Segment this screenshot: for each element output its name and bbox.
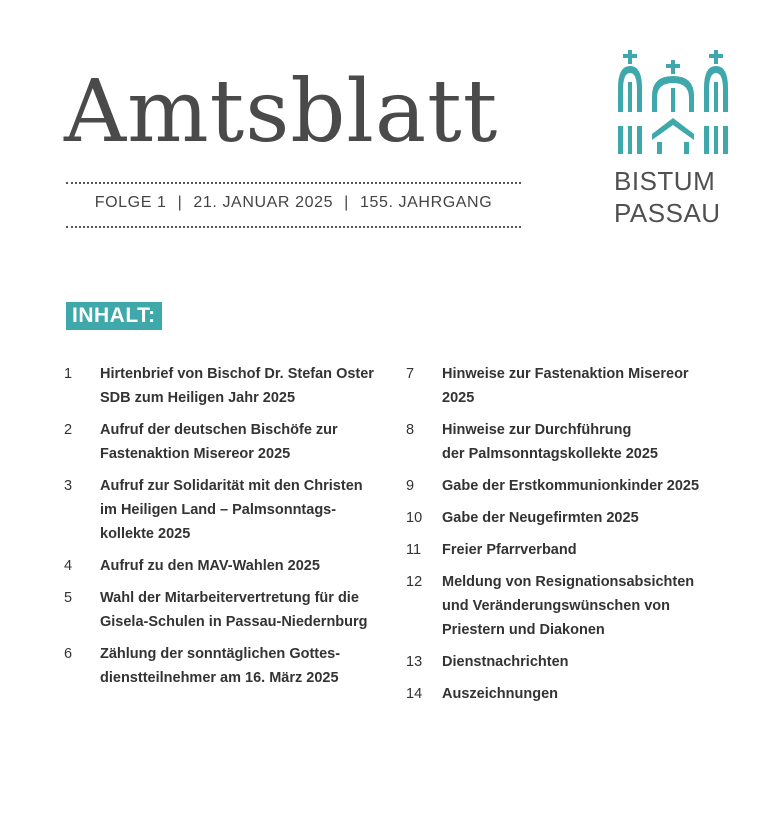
contents-item xyxy=(64,642,394,690)
contents-item-number: 4 xyxy=(64,558,73,574)
contents-item-number: 8 xyxy=(406,422,415,438)
contents-item-title: Freier Pfarrverband xyxy=(442,542,577,558)
contents-item-title: Zählung der sonntäglichen Gottes- dienstteilnehmer am 16. März 2025 xyxy=(100,646,341,686)
contents-item xyxy=(406,474,726,498)
logo-text-passau: PASSAU xyxy=(614,198,721,228)
contents-item-number: 10 xyxy=(406,510,423,526)
contents-item-title: Hirtenbrief von Bischof Dr. Stefan Oster SDB zum Heiligen Jahr 2025 xyxy=(100,366,374,406)
contents-heading: INHALT: xyxy=(66,302,162,330)
contents-item xyxy=(64,418,394,466)
dotted-divider-top xyxy=(66,182,521,184)
contents-item-title: Hinweise zur Durchführung der Palmsonntagskollekte 2025 xyxy=(442,422,658,462)
contents-item-number: 7 xyxy=(406,366,415,382)
issue-separator: | xyxy=(177,194,183,211)
contents-item-title: Auszeichnungen xyxy=(442,686,559,702)
contents-item-title: Gabe der Erstkommunionkinder 2025 xyxy=(442,478,700,494)
issue-jahrgang: 155. JAHRGANG xyxy=(359,194,493,211)
contents-item-title: Wahl der Mitarbeitervertretung für die Gisela-Schulen in Passau-Niedernburg xyxy=(100,590,368,630)
contents-item xyxy=(64,362,394,410)
contents-item xyxy=(64,474,394,546)
contents-item-number: 12 xyxy=(406,574,423,590)
contents-item-title: Gabe der Neugefirmten 2025 xyxy=(442,510,639,526)
contents-item xyxy=(406,538,726,562)
contents-item-number: 5 xyxy=(64,590,73,606)
contents-item-title: Hinweise zur Fastenaktion Misereor 2025 xyxy=(442,366,689,406)
issue-separator: | xyxy=(344,194,349,211)
contents-item xyxy=(406,362,726,410)
contents-item xyxy=(406,418,726,466)
contents-item-title: Aufruf der deutschen Bischöfe zur Fastenaktion Misereor 2025 xyxy=(100,422,338,462)
contents-item-number: 3 xyxy=(64,478,73,494)
dotted-divider-bottom xyxy=(66,226,521,228)
contents-item-title: Meldung von Resignationsabsichten und Veränderungswünschen von Priestern und Diakonen xyxy=(442,574,695,638)
contents-item xyxy=(406,506,726,530)
issue-date: 21. JANUAR 2025 xyxy=(193,194,334,211)
contents-item-number: 9 xyxy=(406,478,415,494)
contents-item-number: 6 xyxy=(64,646,73,662)
contents-item-number: 11 xyxy=(406,542,422,558)
page-title: Amtsblatt xyxy=(64,62,499,162)
bistum-passau-logo xyxy=(614,48,734,248)
contents-item xyxy=(406,570,726,642)
contents-item-title: Aufruf zu den MAV-Wahlen 2025 xyxy=(100,558,320,574)
contents-item-title: Aufruf zur Solidarität mit den Christen im Heiligen Land – Palmsonntags- kollekte 2025 xyxy=(100,478,363,542)
contents-item-number: 14 xyxy=(406,686,423,702)
contents-item-number: 13 xyxy=(406,654,423,670)
issue-info xyxy=(66,194,521,212)
contents-item xyxy=(406,682,726,706)
cathedral-towers-icon xyxy=(614,48,734,160)
logo-text-bistum: BISTUM xyxy=(614,166,716,196)
contents-column-right xyxy=(406,362,726,714)
contents-item-number: 1 xyxy=(64,366,73,382)
issue-folge: FOLGE 1 xyxy=(94,194,167,211)
contents-item xyxy=(406,650,726,674)
contents-item xyxy=(64,586,394,634)
contents-item xyxy=(64,554,394,578)
contents-item-title: Dienstnachrichten xyxy=(442,654,569,670)
contents-column-left xyxy=(64,362,394,698)
contents-item-number: 2 xyxy=(64,422,73,438)
